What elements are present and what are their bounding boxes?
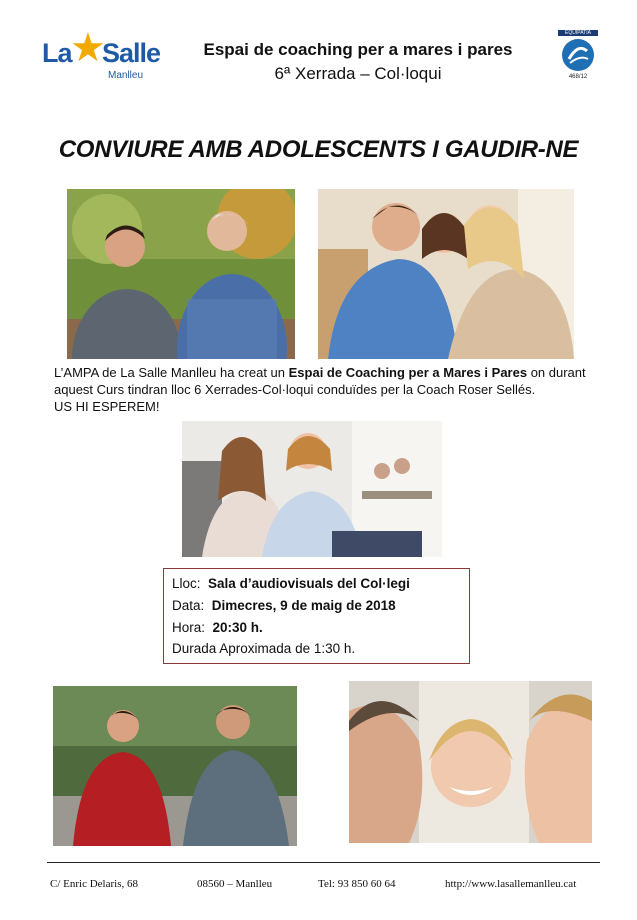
certification-number: 468/12 — [568, 74, 588, 80]
logo-town: Manlleu — [108, 70, 144, 81]
certification-badge — [558, 30, 598, 88]
photo-mother-and-daughter — [182, 421, 442, 557]
logo-brand-left: La — [42, 38, 72, 68]
photo-family-hugging — [318, 189, 574, 359]
footer-address: C/ Enric Delaris, 68 — [50, 878, 138, 890]
intro-closing: US HI ESPEREM! — [54, 399, 160, 414]
star-icon: ★ — [70, 26, 106, 70]
header-subtitle: 6ª Xerrada – Col·loqui — [274, 64, 442, 83]
event-date — [172, 598, 396, 613]
event-time — [172, 620, 263, 635]
event-place — [172, 576, 410, 591]
main-title: CONVIURE AMB ADOLESCENTS I GAUDIR-NE — [58, 136, 579, 163]
photo-father-and-son-jogging — [53, 686, 297, 846]
event-time-value: 20:30 h. — [212, 620, 263, 635]
event-place-value: Sala d’audiovisuals del Col·legi — [208, 576, 410, 591]
photo-young-man-and-grandfather — [67, 189, 295, 359]
intro-paragraph — [54, 364, 614, 415]
footer-website-link[interactable]: http://www.lasallemanlleu.cat — [445, 878, 577, 890]
footer-postal: 08560 – Manlleu — [197, 878, 273, 890]
intro-highlight: Espai de Coaching per a Mares i Pares — [288, 365, 528, 380]
footer-divider — [47, 862, 600, 863]
event-info-box — [163, 568, 470, 664]
certification-emblem-icon — [562, 39, 594, 71]
photo-girl-kissed-by-parents — [349, 681, 592, 843]
la-salle-logo — [42, 26, 172, 86]
event-date-value: Dimecres, 9 de maig de 2018 — [211, 598, 396, 613]
event-date-label: Data: — [172, 598, 205, 613]
logo-brand-right: Salle — [102, 38, 161, 68]
event-time-label: Hora: — [172, 620, 206, 635]
intro-text-start: L’AMPA de La Salle Manlleu ha creat un — [54, 365, 289, 380]
event-duration: Durada Aproximada de 1:30 h. — [172, 641, 356, 656]
intro-text-end: on durant aquest Curs tindran lloc 6 Xerrades-Col·loqui conduïdes per la Coach Roser Sellés. — [54, 365, 586, 397]
event-place-label: Lloc: — [172, 576, 201, 591]
footer-phone: Tel: 93 850 60 64 — [318, 878, 396, 890]
certification-top-label: EQUIPATIA — [558, 30, 598, 36]
header-title: Espai de coaching per a mares i pares — [203, 40, 513, 59]
